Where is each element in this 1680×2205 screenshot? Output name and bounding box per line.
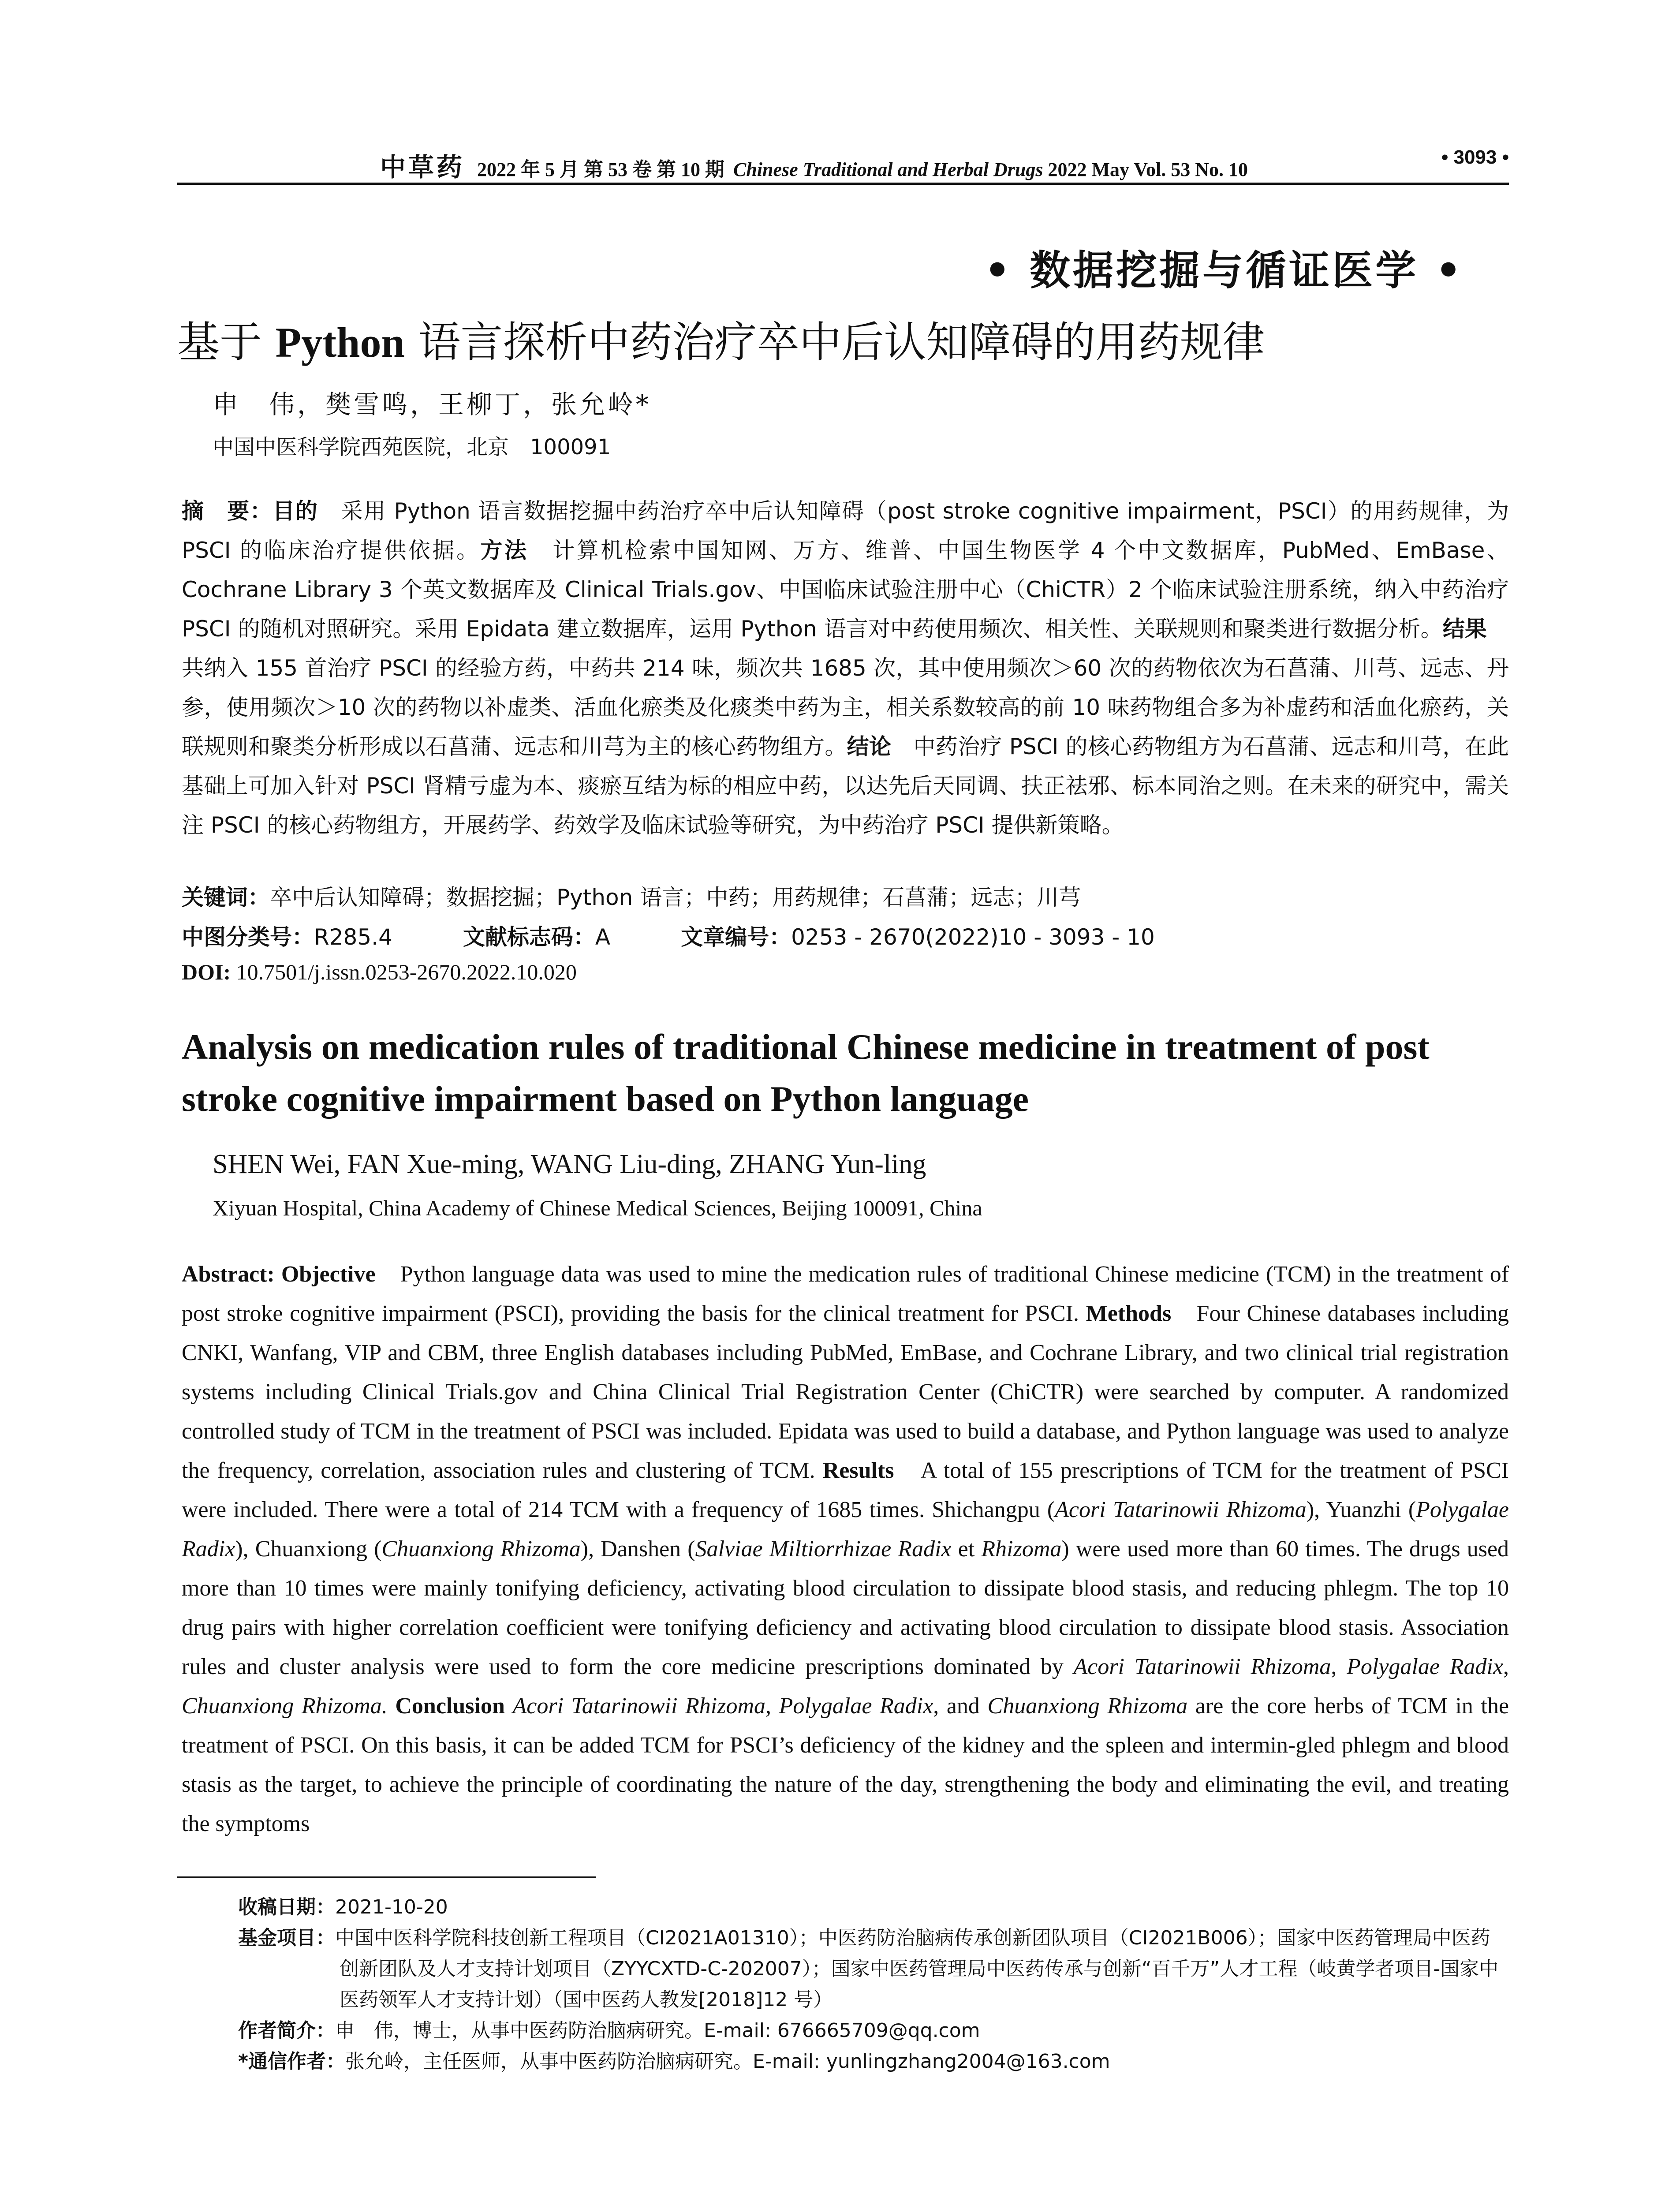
authors-zh: 申 伟，樊雪鸣，王柳丁，张允岭* xyxy=(213,389,652,419)
results-en-5: et xyxy=(951,1536,982,1562)
conclusion-label-en: Conclusion xyxy=(387,1693,505,1719)
keywords-zh xyxy=(182,880,1509,912)
clc-value: R285.4 xyxy=(314,924,392,950)
results-en-4: ), Danshen ( xyxy=(580,1536,695,1562)
objective-label-zh: 目的 xyxy=(273,498,318,524)
herb-name: Acori Tatarinowii Rhizoma xyxy=(1073,1654,1331,1679)
author-text: 申 伟，博士，从事中医药防治脑病研究。E-mail: 676665709@qq.com xyxy=(335,2019,980,2042)
results-label-zh: 结果 xyxy=(1442,616,1487,642)
herb-name: Polygalae Radix xyxy=(779,1693,933,1719)
classification-line xyxy=(182,919,1155,951)
conclusion-en-3: are the core herbs of TCM in the treatment of PSCI. On this basis, it can be added TCM for PSCI’s deficiency of the kidney and the spleen and intermin-gled phlegm and blood stasis as the target, to achieve the principle of coordinating the nature of the day, strengthening the body and eliminating the evil, and treating the symptoms xyxy=(182,1693,1509,1836)
section-tag: • 数据挖掘与循证医学 • xyxy=(984,247,1464,294)
abstract-en-label: Abstract: xyxy=(182,1262,275,1287)
title-en: Analysis on medication rules of traditional Chinese medicine in treatment of post stroke cognitive impairment based on Python language xyxy=(182,1027,1430,1119)
footnote-fund xyxy=(238,1923,1508,2015)
received-label: 收稿日期： xyxy=(238,1896,335,1918)
affiliation-en: Xiyuan Hospital, China Academy of Chinese Medical Sciences, Beijing 100091, China xyxy=(213,1196,982,1220)
methods-en: Four Chinese databases including CNKI, Wanfang, VIP and CBM, three English databases including PubMed, EmBase, and Cochrane Library, and two clinical trial registration systems including Clinical Trials.gov and China Clinical Trial Registration Center (ChiCTR) were searched by computer. A randomized controlled study of TCM in the treatment of PSCI was included. Epidata was used to build a database, and Python language was used to analyze the frequency, correlation, association rules and clustering of TCM. xyxy=(182,1301,1509,1483)
fund-text: 中国中医科学院科技创新工程项目（CI2021A01310）；中医药防治脑病传承创新团队项目（CI2021B006）；国家中医药管理局中医药创新团队及人才支持计划项目（ZYYCXTD-C-202007）；国家中医药管理局中医药传承与创新“百千万”人才工程（岐黄学者项目-国家中医药领军人才支持计划）（国中医药人教发[2018]12 号） xyxy=(335,1927,1499,2011)
doi-value: 10.7501/j.issn.0253-2670.2022.10.020 xyxy=(231,960,577,984)
running-header xyxy=(177,140,1509,185)
title-zh xyxy=(177,309,1265,369)
results-label-en: Results xyxy=(822,1458,894,1483)
footnote-author xyxy=(238,2015,1508,2046)
herb-name: Rhizoma xyxy=(981,1536,1062,1562)
title-zh-python: Python xyxy=(275,319,405,366)
fund-label: 基金项目： xyxy=(238,1927,335,1949)
received-date: 2021-10-20 xyxy=(335,1896,448,1918)
herb-name: Acori Tatarinowii Rhizoma xyxy=(1055,1497,1307,1522)
results-en-7: , xyxy=(1331,1654,1347,1679)
conclusion-label-zh: 结论 xyxy=(847,734,892,759)
conclusion-en-1: , xyxy=(765,1693,779,1719)
methods-label-zh: 方法 xyxy=(480,538,529,563)
herb-name: Chuanxiong Rhizoma xyxy=(381,1536,581,1562)
herb-name: Polygalae Radix xyxy=(182,1497,1509,1562)
doc-code-value: A xyxy=(595,924,611,950)
herb-name: Polygalae Radix xyxy=(1347,1654,1504,1679)
author-label: 作者简介： xyxy=(238,2019,335,2042)
results-zh: 共纳入 155 首治疗 PSCI 的经验方药，中药共 214 味，频次共 1685 次，其中使用频次＞60 次的药物依次为石菖蒲、川芎、远志、丹参，使用频次＞10 次的药物以补虚类、活血化瘀类及化痰类中药为主，相关系数较高的前 10 味药物组合多为补虚药和活血化瘀药，关联规则和聚类分析形成以石菖蒲、远志和川芎为主的核心药物组方。 xyxy=(182,616,1509,759)
article-number-value: 0253 - 2670(2022)10 - 3093 - 10 xyxy=(791,924,1155,950)
affiliation-zh: 中国中医科学院西苑医院，北京 100091 xyxy=(213,435,611,460)
results-en-1: A total of 155 prescriptions of TCM for the treatment of PSCI were included. There were a total of 214 TCM with a frequency of 1685 times. Shichangpu ( xyxy=(182,1458,1509,1522)
journal-name-en: Chinese Traditional and Herbal Drugs xyxy=(733,159,1043,180)
abstract-zh-label: 摘 要： xyxy=(182,498,273,524)
methods-zh: 计算机检索中国知网、万方、维普、中国生物医学 4 个中文数据库，PubMed、EmBase、Cochrane Library 3 个英文数据库及 Clinical Trials.gov、中国临床试验注册中心（ChiCTR）2 个临床试验注册系统，纳入中药治疗 PSCI 的随机对照研究。采用 Epidata 建立数据库，运用 Python 语言对中药使用频次、相关性、关联规则和聚类进行数据分析。 xyxy=(182,538,1509,642)
abstract-zh xyxy=(182,492,1509,845)
corresponding-text: 张允岭，主任医师，从事中医药防治脑病研究。E-mail: yunlingzhang2004@163.com xyxy=(345,2050,1110,2073)
results-en-6: ) were used more than 60 times. The drugs used more than 10 times were mainly tonifying deficiency, activating blood circulation to dissipate blood stasis, and reducing phlegm. The top 10 drug pairs with higher correlation coefficient were tonifying deficiency and activating blood circulation to dissipate blood stasis. Association rules and cluster analysis were used to form the core medicine prescriptions dominated by xyxy=(182,1536,1509,1679)
footnote-corresponding xyxy=(238,2046,1508,2077)
keywords-label: 关键词： xyxy=(182,885,270,910)
clc-label: 中图分类号： xyxy=(182,924,314,950)
conclusion-en-2: , and xyxy=(933,1693,988,1719)
herb-name: Salviae Miltiorrhizae Radix xyxy=(695,1536,952,1562)
footnotes xyxy=(238,1892,1508,2077)
methods-label-en: Methods xyxy=(1086,1301,1172,1326)
results-en-3: ), Chuanxiong ( xyxy=(235,1536,382,1562)
footnote-rule xyxy=(177,1876,596,1878)
abstract-en xyxy=(182,1255,1509,1843)
doi-label: DOI: xyxy=(182,960,231,984)
page-number: • 3093 • xyxy=(1441,146,1509,168)
herb-name: Chuanxiong Rhizoma. xyxy=(182,1693,388,1719)
authors-en: SHEN Wei, FAN Xue-ming, WANG Liu-ding, ZHANG Yun-ling xyxy=(213,1149,926,1179)
doc-code-label: 文献标志码： xyxy=(463,924,595,950)
objective-label-en: Objective xyxy=(274,1262,376,1287)
results-en-8: , xyxy=(1503,1654,1509,1679)
objective-zh: 采用 Python 语言数据挖掘中药治疗卒中后认知障碍（post stroke cognitive impairment，PSCI）的用药规律，为 PSCI 的临床治疗提供依据。 xyxy=(182,498,1509,563)
conclusion-zh: 中药治疗 PSCI 的核心药物组方为石菖蒲、远志和川芎，在此基础上可加入针对 PSCI 肾精亏虚为本、痰瘀互结为标的相应中药，以达先后天同调、扶正祛邪、标本同治之则。在未来的研究中，需关注 PSCI 的核心药物组方，开展药学、药效学及临床试验等研究，为中药治疗 PSCI 提供新策略。 xyxy=(182,734,1509,838)
journal-name-zh: 中草药 xyxy=(380,152,465,182)
footnote-received xyxy=(238,1892,1508,1923)
doi-line xyxy=(182,959,577,985)
objective-en: Python language data was used to mine the medication rules of traditional Chinese medicine (TCM) in the treatment of post stroke cognitive impairment (PSCI), providing the basis for the clinical treatment for PSCI. xyxy=(182,1262,1509,1326)
issue-zh: 2022 年 5 月 第 53 卷 第 10 期 xyxy=(477,159,725,180)
herb-name: Acori Tatarinowii Rhizoma xyxy=(512,1693,766,1719)
article-number-label: 文章编号： xyxy=(681,924,791,950)
keywords-text: 卒中后认知障碍；数据挖掘；Python 语言；中药；用药规律；石菖蒲；远志；川芎 xyxy=(270,885,1081,910)
title-zh-prefix: 基于 xyxy=(177,318,276,367)
title-zh-suffix: 语言探析中药治疗卒中后认知障碍的用药规律 xyxy=(404,318,1265,367)
herb-name: Chuanxiong Rhizoma xyxy=(987,1693,1188,1719)
running-header-text xyxy=(380,146,1248,183)
results-en-2: ), Yuanzhi ( xyxy=(1306,1497,1416,1522)
issue-en: 2022 May Vol. 53 No. 10 xyxy=(1048,159,1248,180)
corresponding-label: *通信作者： xyxy=(238,2050,346,2073)
